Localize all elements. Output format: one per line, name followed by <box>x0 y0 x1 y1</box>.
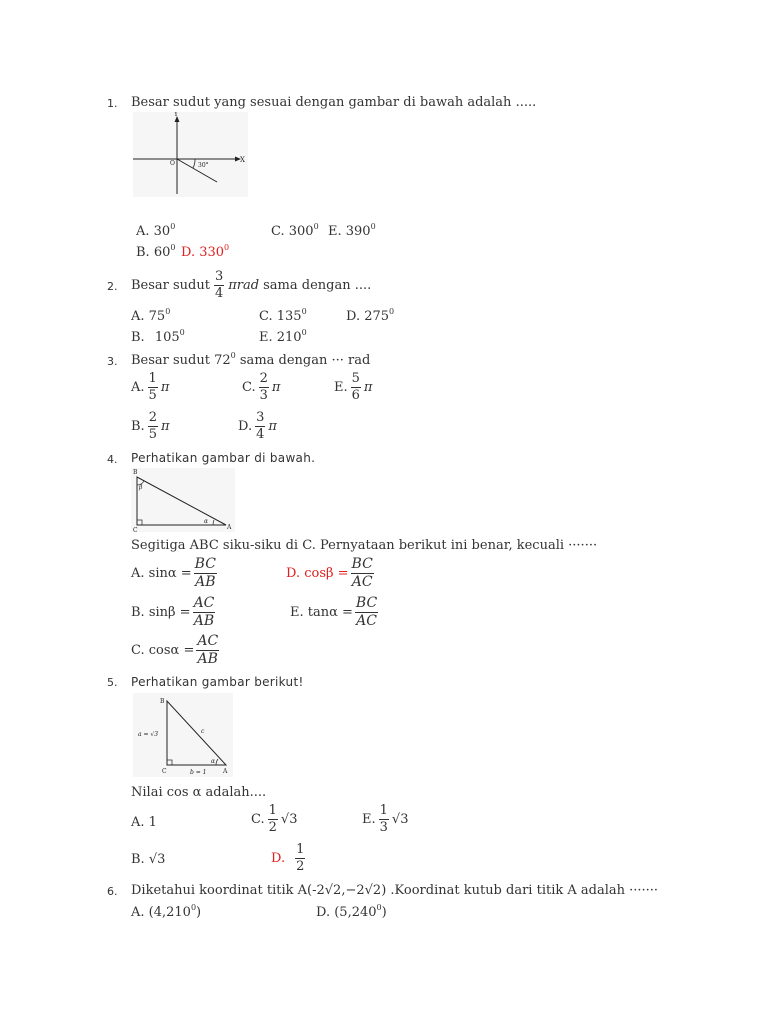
q3-option-b[interactable]: B. $\frac{2}{5}$ π <box>131 410 170 443</box>
q2-option-e[interactable]: E. $210^0$ <box>259 327 307 345</box>
q1-text: Besar sudut yang sesuai dengan gambar di bawah adalah ..... <box>131 95 537 110</box>
q1-figure <box>133 112 248 197</box>
q1-angle-label: 30° <box>198 162 209 169</box>
q3-option-e[interactable]: E. $\frac{5}{6}$ π <box>334 371 373 404</box>
q4-option-b[interactable]: B. sinβ = $\frac{AC}{AB}$ <box>131 595 215 630</box>
q4-option-a[interactable]: A. sinα = $\frac{BC}{AB}$ <box>131 556 216 591</box>
q4-option-d-answer[interactable]: D. cosβ = $\frac{BC}{AC}$ <box>286 556 373 591</box>
q4-label-c: C <box>133 527 138 532</box>
q2-text: Besar sudut $\frac{3}{4}$ πrad sama dengan .... <box>131 269 372 302</box>
q5-option-e[interactable]: E. $\frac{1}{3}$ √3 <box>362 803 409 836</box>
q3-text: Besar sudut $72^0$ sama dengan ··· rad <box>131 350 371 368</box>
q5-label-c: C <box>162 768 167 775</box>
q2-option-b[interactable]: B. $105^0$ <box>131 327 185 345</box>
q2-number: 2. <box>107 280 118 293</box>
q3-number: 3. <box>107 355 118 368</box>
q5-option-a[interactable]: A. 1 <box>131 815 157 830</box>
q4-label-b: B <box>133 469 138 476</box>
q2-option-c[interactable]: C. $135^0$ <box>259 306 307 324</box>
q4-option-c[interactable]: C. cosα = $\frac{AC}{AB}$ <box>131 633 219 668</box>
q4-label-a: A <box>227 524 232 531</box>
q2-option-a[interactable]: A. $75^0$ <box>131 306 171 324</box>
q3-option-d[interactable]: D. $\frac{3}{4}$ π <box>238 410 277 443</box>
q5-question: Nilai cos α adalah.... <box>131 785 267 800</box>
q2-fraction: $\frac{3}{4}$ <box>214 269 224 302</box>
q5-label-a: A <box>223 768 228 775</box>
q5-figure <box>133 693 233 777</box>
q5-text: Perhatikan gambar berikut! <box>131 675 304 689</box>
q5-option-b[interactable]: B. √3 <box>131 852 166 867</box>
q1-number: 1. <box>107 97 118 110</box>
q1-x-label: X <box>240 156 245 164</box>
q4-text: Perhatikan gambar di bawah. <box>131 451 316 465</box>
q6-number: 6. <box>107 885 118 898</box>
q5-option-c[interactable]: C. $\frac{1}{2}$ √3 <box>251 803 298 836</box>
q6-option-d[interactable]: D. (5,240$^0$) <box>316 902 387 920</box>
q4-option-e[interactable]: E. tanα = $\frac{BC}{AC}$ <box>290 595 378 630</box>
q3-option-a[interactable]: A. $\frac{1}{5}$ π <box>131 371 170 404</box>
q1-option-a[interactable]: A. $30^0$ <box>136 221 176 239</box>
q4-label-alpha: α <box>204 518 209 525</box>
q4-label-beta: β <box>139 484 143 491</box>
q5-label-b: B <box>160 698 165 705</box>
q4-figure <box>131 468 235 532</box>
q5-label-alpha: α <box>211 758 216 765</box>
q5-side-c: c <box>201 728 205 735</box>
q4-statement: Segitiga ABC siku-siku di C. Pernyataan berikut ini benar, kecuali ······· <box>131 538 598 553</box>
q5-side-b: b = 1 <box>190 769 207 776</box>
q5-number: 5. <box>107 676 118 689</box>
q1-y-label: Y <box>174 112 178 118</box>
q6-option-a[interactable]: A. (4,210$^0$) <box>131 902 202 920</box>
q5-option-d-answer[interactable]: D. $\frac{1}{2}$ <box>271 842 305 875</box>
q2-option-d[interactable]: D. $275^0$ <box>346 306 395 324</box>
q1-option-c[interactable]: C. $300^0$ <box>271 221 319 239</box>
q5-side-a: a = √3 <box>138 731 159 738</box>
q1-option-b[interactable]: B. $60^0$ <box>136 242 176 260</box>
q4-number: 4. <box>107 453 118 466</box>
q3-option-c[interactable]: C. $\frac{2}{3}$ π <box>242 371 281 404</box>
q6-text: Diketahui koordinat titik A(-2√2,−2√2) .Koordinat kutub dari titik A adalah ······· <box>131 883 659 898</box>
q1-origin-label: O <box>170 160 175 167</box>
q1-option-d-answer[interactable]: D. $330^0$ <box>181 242 230 260</box>
q1-option-e[interactable]: E. $390^0$ <box>328 221 376 239</box>
